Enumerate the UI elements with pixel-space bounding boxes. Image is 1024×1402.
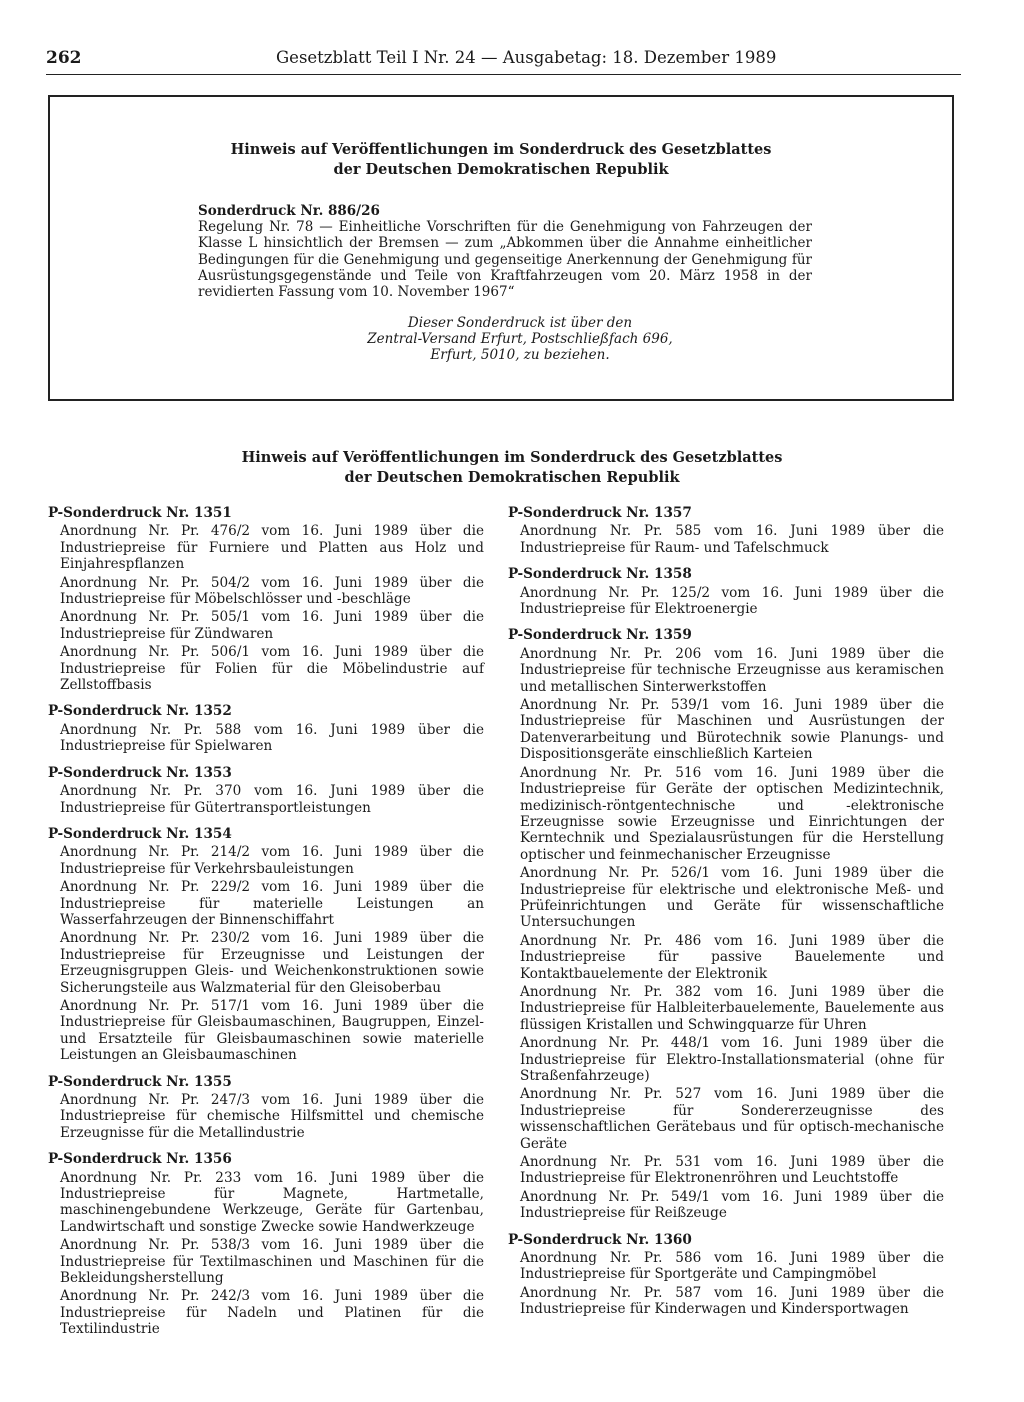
box-note-line3: Erfurt, 5010, zu beziehen. — [430, 347, 610, 364]
sonderdruck-group — [48, 505, 484, 693]
anordnung-entry: Anordnung Nr. Pr. 506/1 vom 16. Juni 1989 über die Industriepreise für Folien für die Möbelindustrie auf Zellstoffbasis — [60, 644, 484, 694]
anordnung-entry: Anordnung Nr. Pr. 370 vom 16. Juni 1989 über die Industriepreise für Gütertransportleistungen — [60, 783, 484, 816]
anordnung-entry: Anordnung Nr. Pr. 538/3 vom 16. Juni 1989 über die Industriepreise für Textilmaschinen und Maschinen für die Bekleidungsherstellung — [60, 1237, 484, 1287]
box-note-line2: Zentral-Versand Erfurt, Postschließfach 696, — [367, 331, 673, 348]
anordnung-entry: Anordnung Nr. Pr. 588 vom 16. Juni 1989 über die Industriepreise für Spielwaren — [60, 721, 484, 755]
page-number: 262 — [46, 48, 82, 68]
box-entry-body: Regelung Nr. 78 — Einheitliche Vorschriften für die Genehmigung von Fahrzeugen der Klasse L hinsichtlich der Bremsen — zum „Abkommen über die Annahme einheitlicher Bedingungen für die Genehmigung und gegenseitige Anerkennung der Genehmigung für Ausrüstungsgegenstände und Teile von Kraftfahrzeugen vom 20. März 1958 in der revidierten Fassung vom 10. November 1967“ — [198, 219, 812, 301]
sonderdruck-group — [48, 826, 484, 1064]
anordnung-entry: Anordnung Nr. Pr. 233 vom 16. Juni 1989 über die Industriepreise für Magnete, Hartmetalle, maschinengebundene Werkzeuge, Geräte für Gartenbau, Landwirtschaft und sonstige Zwecke sowie Handwerkzeuge — [60, 1169, 484, 1235]
sonderdruck-heading: P-Sonderdruck Nr. 1360 — [508, 1231, 692, 1248]
anordnung-entry: Anordnung Nr. Pr. 516 vom 16. Juni 1989 über die Industriepreise für Geräte der optischen Medizintechnik, medizinisch-röntgentechnische und -elektronische Erzeugnisse sowie Erzeugnisse und Einrichtungen der Kerntechnik und Spezialausrüstungen für die Herstellung optischer und feinmechanischer Erzeugnisse — [520, 764, 944, 863]
sonderdruck-heading: P-Sonderdruck Nr. 1355 — [48, 1073, 232, 1090]
sonderdruck-heading: P-Sonderdruck Nr. 1358 — [508, 566, 692, 583]
sonderdruck-group — [48, 1151, 484, 1337]
anordnung-entry: Anordnung Nr. Pr. 382 vom 16. Juni 1989 über die Industriepreise für Halbleiterbauelemente, Bauelemente aus flüssigen Kristallen und Schwingquarze für Uhren — [520, 983, 944, 1033]
anordnung-entry: Anordnung Nr. Pr. 517/1 vom 16. Juni 1989 über die Industriepreise für Gleisbaumaschinen, Baugruppen, Einzel- und Ersatzteile für Gleisbaumaschinen sowie materielle Leistungen an Gleisbaumaschinen — [60, 997, 484, 1064]
sonderdruck-group — [48, 1074, 484, 1142]
sonderdruck-group — [508, 627, 944, 1221]
anordnung-entry: Anordnung Nr. Pr. 125/2 vom 16. Juni 1989 über die Industriepreise für Elektroenergie — [520, 584, 944, 618]
sonderdruck-group — [508, 505, 944, 556]
anordnung-entry: Anordnung Nr. Pr. 486 vom 16. Juni 1989 über die Industriepreise für passive Bauelemente und Kontaktbauelemente der Elektronik — [520, 932, 944, 982]
sonderdruck-heading: P-Sonderdruck Nr. 1351 — [48, 505, 232, 521]
anordnung-entry: Anordnung Nr. Pr. 214/2 vom 16. Juni 1989 über die Industriepreise für Verkehrsbauleistungen — [60, 844, 484, 877]
anordnung-entry: Anordnung Nr. Pr. 531 vom 16. Juni 1989 über die Industriepreise für Elektronenröhren und Leuchtstoffe — [520, 1154, 944, 1187]
box-note — [310, 315, 730, 364]
anordnung-entry: Anordnung Nr. Pr. 476/2 vom 16. Juni 1989 über die Industriepreise für Furniere und Platten aus Holz und Einjahrespflanzen — [60, 523, 484, 573]
page-header — [46, 46, 946, 74]
sonderdruck-heading: P-Sonderdruck Nr. 1356 — [48, 1151, 232, 1168]
running-title: Gesetzblatt Teil I Nr. 24 — Ausgabetag: 18. Dezember 1989 — [276, 48, 777, 67]
anordnung-entry: Anordnung Nr. Pr. 230/2 vom 16. Juni 1989 über die Industriepreise für Erzeugnisse und Leistungen der Erzeugnisgruppen Gleis- und Weichenkonstruktionen sowie Sicherungsteile aus Walzmaterial für den Gleisoberbau — [60, 930, 484, 996]
anordnung-entry: Anordnung Nr. Pr. 229/2 vom 16. Juni 1989 über die Industriepreise für materielle Leistungen an Wasserfahrzeugen der Binnenschiffahrt — [60, 879, 484, 928]
sonderdruck-group — [508, 566, 944, 617]
anordnung-entry: Anordnung Nr. Pr. 247/3 vom 16. Juni 1989 über die Industriepreise für chemische Hilfsmittel und chemische Erzeugnisse für die Metallindustrie — [60, 1092, 484, 1141]
sonderdruck-heading: P-Sonderdruck Nr. 1352 — [48, 703, 232, 720]
box-title-line1: Hinweis auf Veröffentlichungen im Sonderdruck des Gesetzblattes — [230, 141, 772, 158]
section-title-line2: der Deutschen Demokratischen Republik — [344, 469, 680, 486]
anordnung-entry: Anordnung Nr. Pr. 585 vom 16. Juni 1989 über die Industriepreise für Raum- und Tafelschmuck — [520, 523, 944, 556]
sonderdruck-heading: P-Sonderdruck Nr. 1359 — [508, 627, 692, 644]
anordnung-entry: Anordnung Nr. Pr. 505/1 vom 16. Juni 1989 über die Industriepreise für Zündwaren — [60, 609, 484, 642]
box-note-line1: Dieser Sonderdruck ist über den — [407, 315, 633, 331]
notice-box — [48, 95, 954, 401]
sonderdruck-group — [48, 765, 484, 816]
sonderdruck-group — [48, 703, 484, 754]
sonderdruck-heading: P-Sonderdruck Nr. 1357 — [508, 505, 692, 521]
right-column — [508, 505, 944, 1328]
anordnung-entry: Anordnung Nr. Pr. 527 vom 16. Juni 1989 über die Industriepreise für Sondererzeugnisse des wissenschaftlichen Gerätebaus und für optisch-mechanische Geräte — [520, 1086, 944, 1152]
box-entry — [198, 203, 812, 300]
anordnung-entry: Anordnung Nr. Pr. 242/3 vom 16. Juni 1989 über die Industriepreise für Nadeln und Platinen für die Textilindustrie — [60, 1288, 484, 1338]
anordnung-entry: Anordnung Nr. Pr. 549/1 vom 16. Juni 1989 über die Industriepreise für Reißzeuge — [520, 1188, 944, 1222]
anordnung-entry: Anordnung Nr. Pr. 448/1 vom 16. Juni 1989 über die Industriepreise für Elektro-Installationsmaterial (ohne für Straßenfahrzeuge) — [520, 1035, 944, 1084]
section-title — [0, 448, 1024, 488]
anordnung-entry: Anordnung Nr. Pr. 526/1 vom 16. Juni 1989 über die Industriepreise für elektrische und elektronische Meß- und Prüfeinrichtungen und Geräte für wissenschaftliche Untersuchungen — [520, 865, 944, 931]
box-title — [50, 140, 952, 180]
anordnung-entry: Anordnung Nr. Pr. 206 vom 16. Juni 1989 über die Industriepreise für technische Erzeugnisse aus keramischen und metallischen Sinterwerkstoffen — [520, 645, 944, 695]
left-column — [48, 505, 484, 1348]
box-title-line2: der Deutschen Demokratischen Republik — [333, 161, 669, 178]
anordnung-entry: Anordnung Nr. Pr. 587 vom 16. Juni 1989 über die Industriepreise für Kinderwagen und Kindersportwagen — [520, 1284, 944, 1318]
sonderdruck-group — [508, 1232, 944, 1318]
sonderdruck-heading: P-Sonderdruck Nr. 1354 — [48, 825, 232, 842]
anordnung-entry: Anordnung Nr. Pr. 539/1 vom 16. Juni 1989 über die Industriepreise für Maschinen und Ausrüstungen der Datenverarbeitung und Bürotechnik sowie Planungs- und Dispositionsgeräte einschließlich Karteien — [520, 697, 944, 763]
header-rule — [46, 74, 961, 75]
anordnung-entry: Anordnung Nr. Pr. 504/2 vom 16. Juni 1989 über die Industriepreise für Möbelschlösser und -beschläge — [60, 574, 484, 608]
anordnung-entry: Anordnung Nr. Pr. 586 vom 16. Juni 1989 über die Industriepreise für Sportgeräte und Campingmöbel — [520, 1250, 944, 1283]
box-entry-head: Sonderdruck Nr. 886/26 — [198, 203, 380, 219]
sonderdruck-heading: P-Sonderdruck Nr. 1353 — [48, 764, 232, 781]
section-title-line1: Hinweis auf Veröffentlichungen im Sonderdruck des Gesetzblattes — [241, 449, 783, 466]
